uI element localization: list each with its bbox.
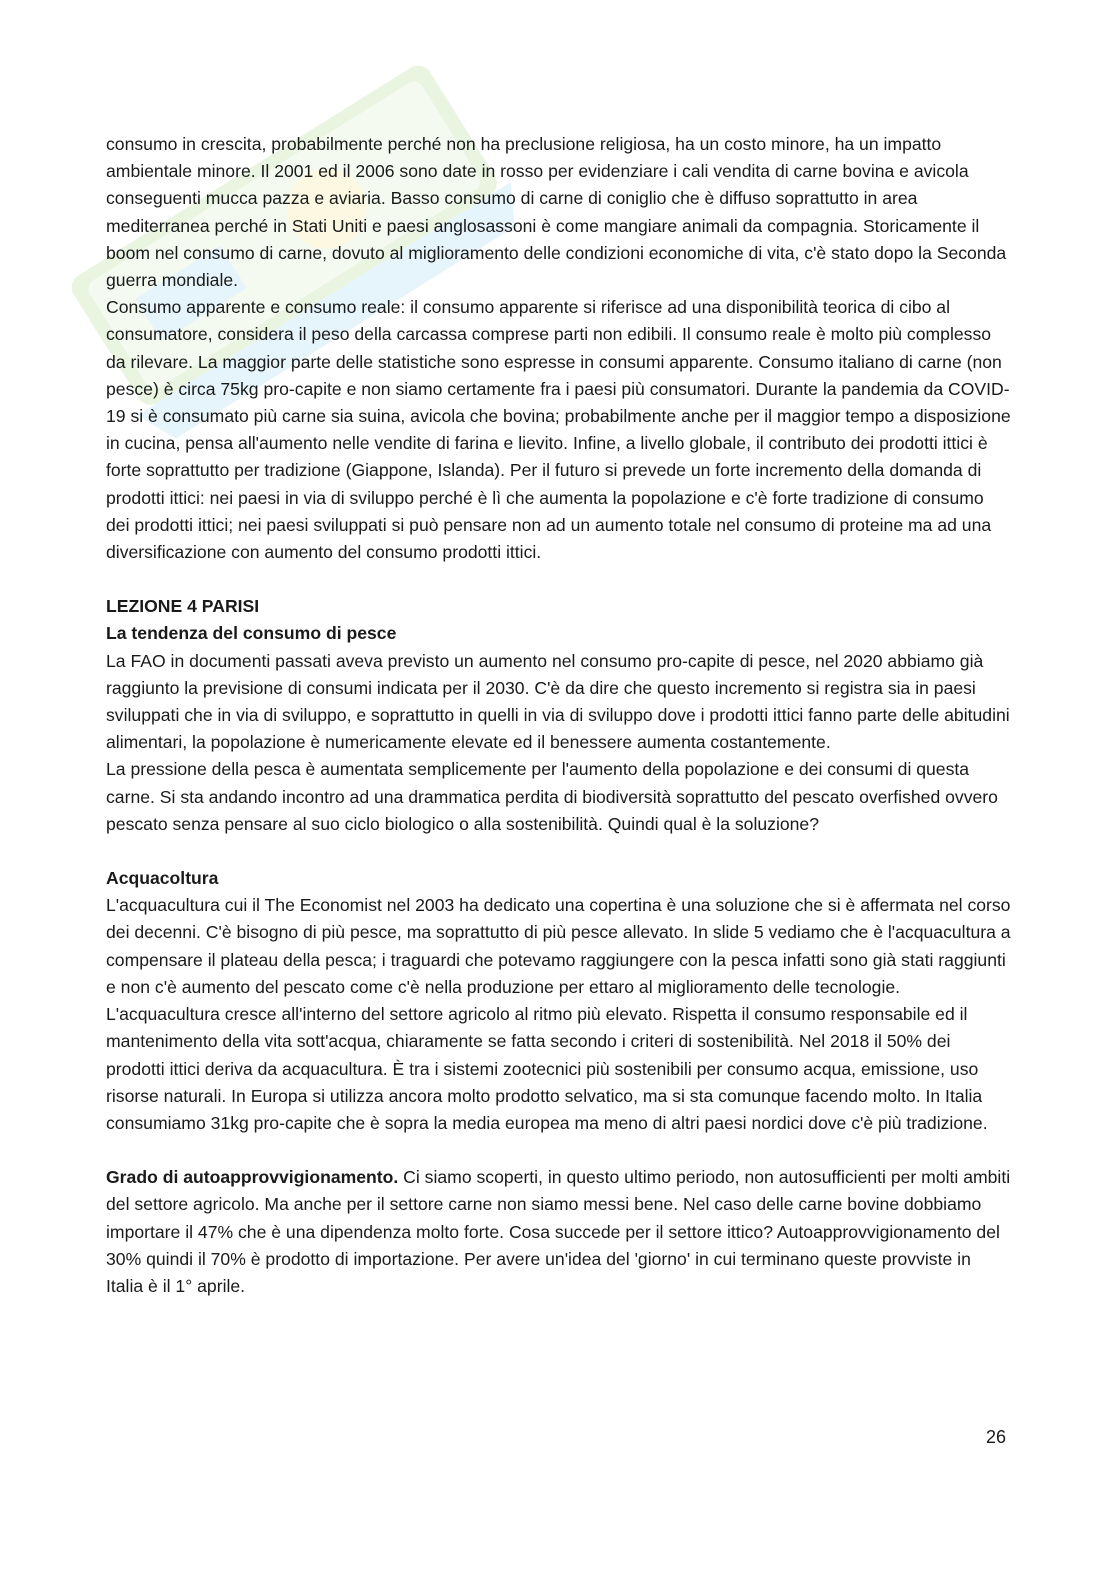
lesson-heading: LEZIONE 4 PARISI xyxy=(106,596,260,617)
paragraph-aquaculture: L'acquacultura cui il The Economist nel 2003 ha dedicato una copertina è una soluzione che si è affermata nel corso dei decenni. C'è bisogno di più pesce, ma soprattutto di più pesce allevato. In slide 5 vediamo che è l'acquacultura a compensare il plateau della pesca; i traguardi che potevamo raggiungere con la pesca infatti sono già stati raggiunti e non c'è aumento del pescato come c'è nella produzione per ettaro al miglioramento delle tecnologie. L'acquacultura cresce all'interno del settore agricolo al ritmo più elevato. Rispetta il consumo responsabile ed il mantenimento della vita sott'acqua, chiaramente se fatta secondo i criteri di sostenibilità. Nel 2018 il 50% dei prodotti ittici deriva da acquacultura. È tra i sistemi zootecnici più sostenibili per consumo acqua, emissione, uso risorse naturali. In Europa si utilizza ancora molto prodotto selvatico, ma si sta comunque facendo molto. In Italia consumiamo 31kg pro-capite che è sopra la media europea ma meno di altri paesi nordici dove c'è più tradizione. xyxy=(106,895,1011,1133)
paragraph-self-sufficiency xyxy=(106,1164,1012,1300)
section-title-aquaculture: Acquacoltura xyxy=(106,868,219,889)
page-number: 26 xyxy=(985,1427,1006,1447)
section-title-self-sufficiency: Grado di autoapprovvigionamento. xyxy=(106,1167,399,1188)
section-title-fish-consumption: La tendenza del consumo di pesce xyxy=(106,623,397,644)
paragraph-fao-forecast: La FAO in documenti passati aveva previsto un aumento nel consumo pro-capite di pesce, nel 2020 abbiamo già raggiunto la previsione di consumi indicata per il 2030. C'è da dire che questo incremento si registra sia in paesi sviluppati che in via di sviluppo, e soprattutto in quelli in via di sviluppo dove i prodotti ittici fanno parte delle abitudini alimentari, la popolazione è numericamente elevate ed il benessere aumenta costantemente. xyxy=(106,650,1010,753)
paragraph-meat-consumption: consumo in crescita, probabilmente perché non ha preclusione religiosa, ha un costo minore, ha un impatto ambientale minore. Il 2001 ed il 2006 sono date in rosso per evidenziare i cali vendita di carne bovina e avicola conseguenti mucca pazza e aviaria. Basso consumo di carne di coniglio che è diffuso soprattutto in area mediterranea perché in Stati Uniti e paesi anglosassoni è come mangiare animali da compagnia. Storicamente il boom nel consumo di carne, dovuto al miglioramento delle condizioni economiche di vita, c'è stato dopo la Seconda guerra mondiale. xyxy=(106,134,1007,291)
paragraph-apparent-consumption: Consumo apparente e consumo reale: il consumo apparente si riferisce ad una disponibilità teorica di cibo al consumatore, considera il peso della carcassa comprese parti non edibili. Il consumo reale è molto più complesso da rilevare. La maggior parte delle statistiche sono espresse in consumi apparente. Consumo italiano di carne (non pesce) è circa 75kg pro-capite e non siamo certamente fra i paesi più consumatori. Durante la pandemia da COVID-19 si è consumato più carne sia suina, avicola che bovina; probabilmente anche per il maggior tempo a disposizione in cucina, pensa all'aumento nelle vendite di farina e lievito. Infine, a livello globale, il contributo dei prodotti ittici è forte soprattutto per tradizione (Giappone, Islanda). Per il futuro si prevede un forte incremento della domanda di prodotti ittici: nei paesi in via di sviluppo perché è lì che aumenta la popolazione e c'è forte tradizione di consumo dei prodotti ittici; nei paesi sviluppati si può pensare non ad un aumento totale nel consumo di proteine ma ad una diversificazione con aumento del consumo prodotti ittici. xyxy=(106,297,1011,563)
document-body xyxy=(106,131,1012,1300)
self-sufficiency-text: Ci siamo scoperti, in questo ultimo periodo, non autosufficienti per molti ambiti del settore agricolo. Ma anche per il settore carne non siamo messi bene. Nel caso delle carne bovine dobbiamo importare il 47% che è una dipendenza molto forte. Cosa succede per il settore ittico? Autoapprovvigionamento del 30% quindi il 70% è prodotto di importazione. Per avere un'idea del 'giorno' in cui terminano queste provviste in Italia è il 1° aprile. xyxy=(106,1167,1011,1296)
paragraph-fishing-pressure: La pressione della pesca è aumentata semplicemente per l'aumento della popolazione e dei consumi di questa carne. Si sta andando incontro ad una drammatica perdita di biodiversità soprattutto del pescato overfished ovvero pescato senza pensare al suo ciclo biologico o alla sostenibilità. Quindi qual è la soluzione? xyxy=(106,759,998,834)
